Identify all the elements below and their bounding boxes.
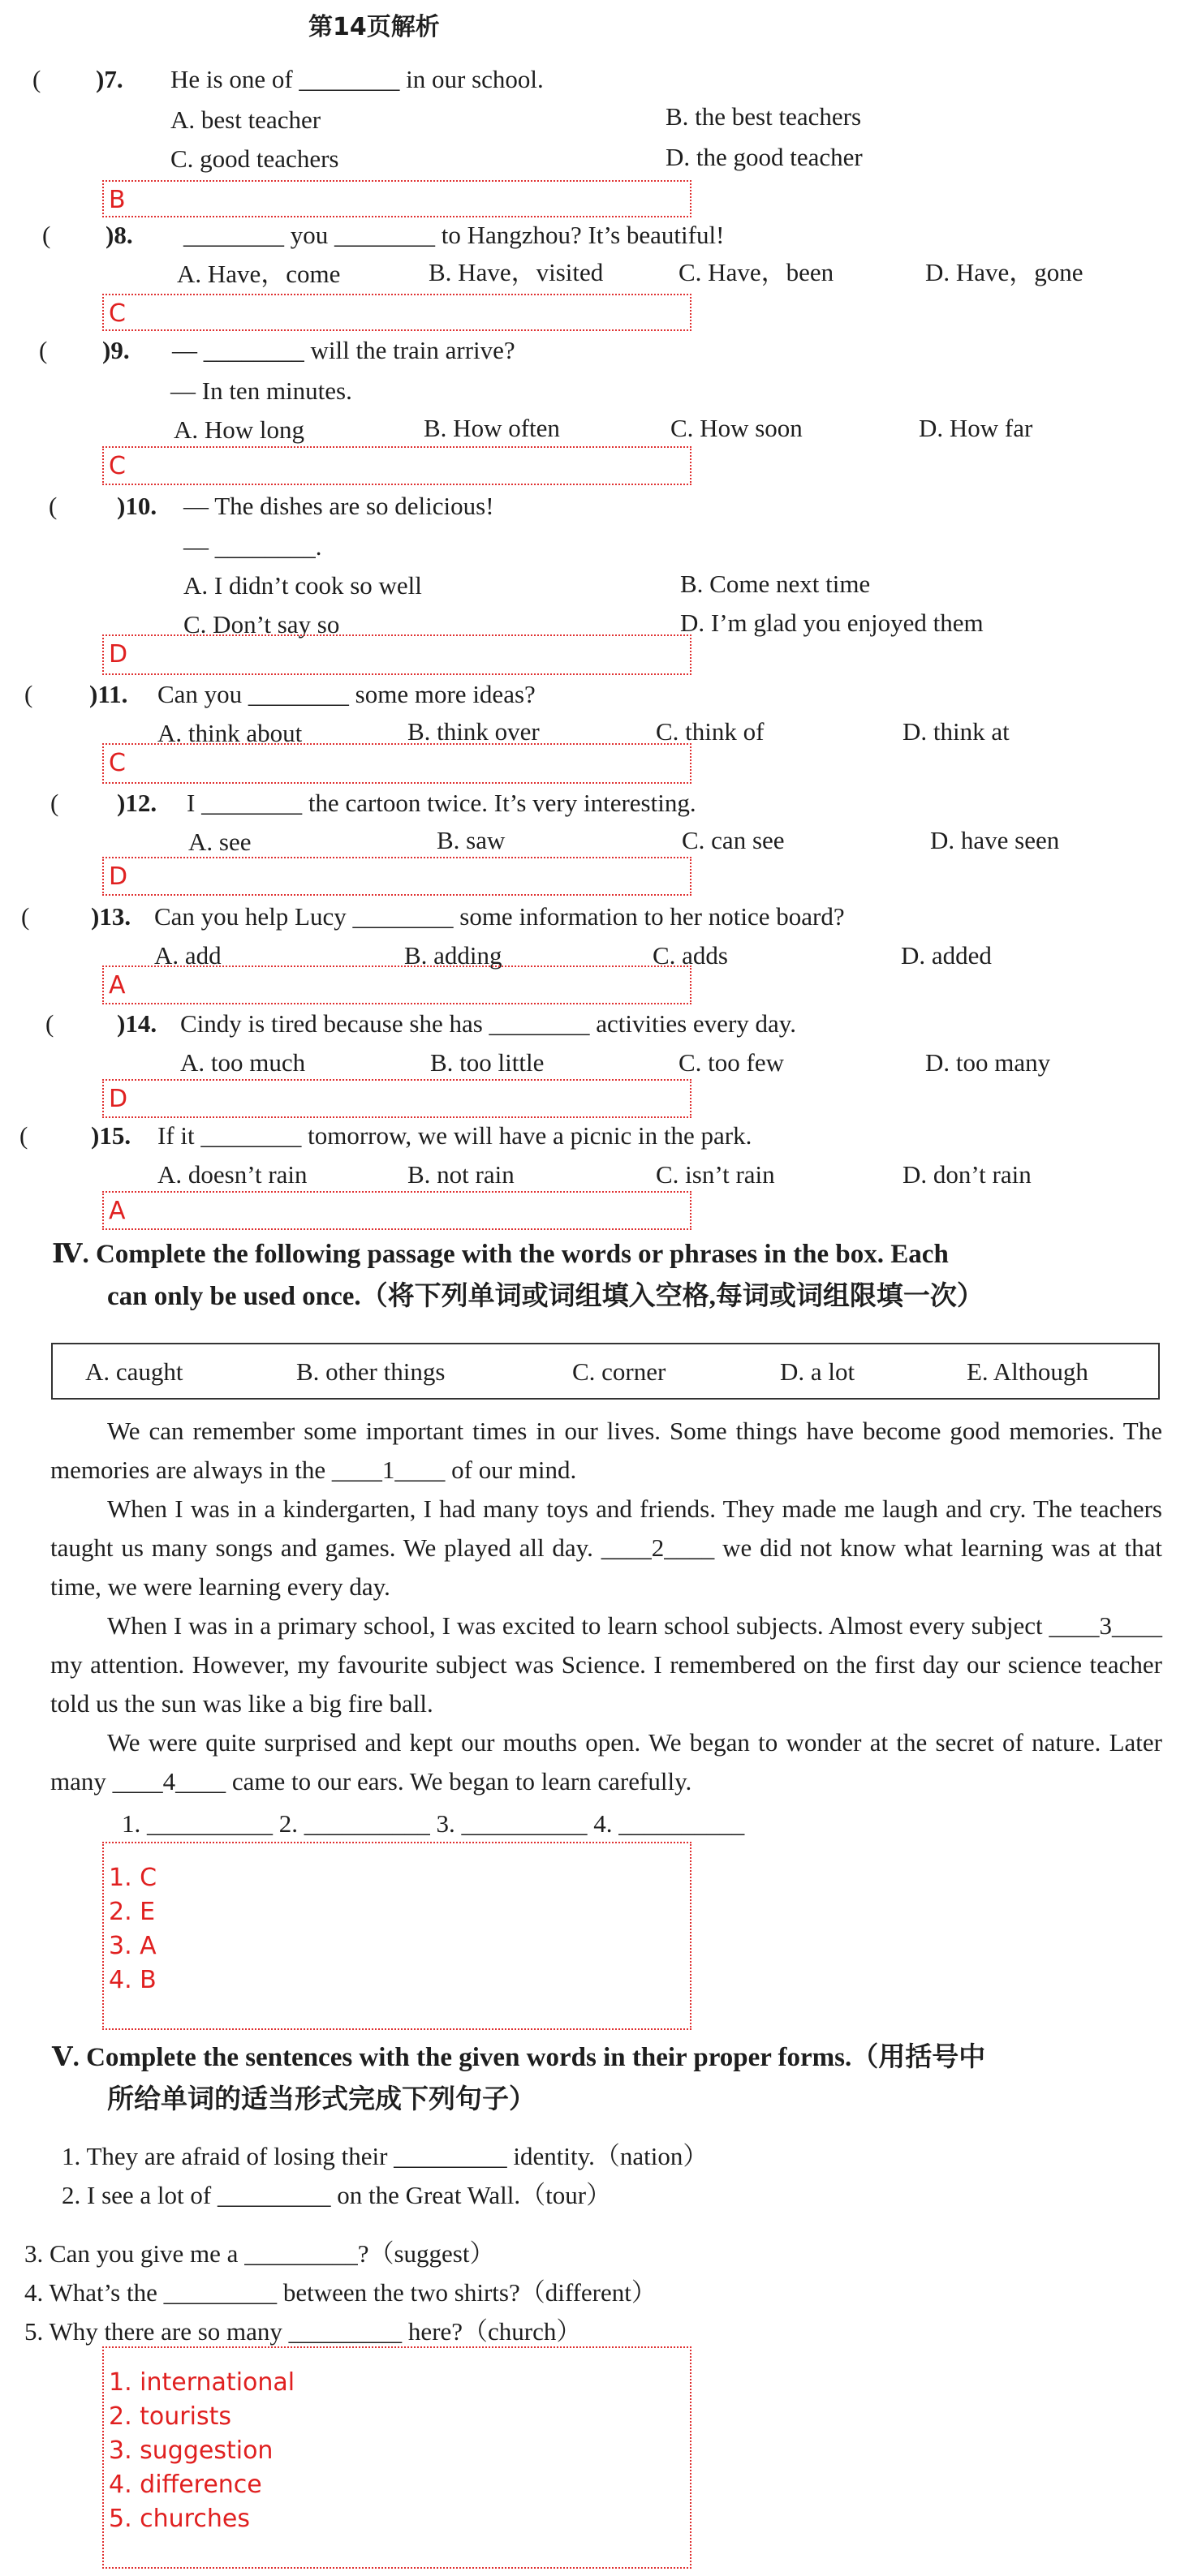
option-a: A. think about xyxy=(157,719,303,747)
word-box-item: A. caught xyxy=(85,1357,183,1386)
answer-box xyxy=(102,1191,691,1230)
question-paren: ( xyxy=(42,221,51,249)
question-stem: — The dishes are so delicious! xyxy=(183,492,494,520)
question-paren: ( xyxy=(49,492,58,520)
answer-text: A xyxy=(109,1197,126,1225)
question-number: )8. xyxy=(106,221,133,249)
question-stem-2: — In ten minutes. xyxy=(170,376,352,405)
passage-paragraph-4: We were quite surprised and kept our mouths open. We began to wonder at the secret of nature. Later many ____4____ came to our ears. We began to learn carefully. xyxy=(50,1728,1162,1795)
option-d: D. think at xyxy=(903,717,1010,746)
section-title-line-2: 所给单词的适当形式完成下列句子） xyxy=(107,2085,536,2114)
question-stem: Can you ________ some more ideas? xyxy=(157,680,536,708)
option-c: C. How soon xyxy=(670,414,803,442)
sentence-item: 5. Why there are so many _________ here?（church） xyxy=(24,2317,582,2346)
option-b: B. saw xyxy=(437,826,506,854)
option-d: D. don’t rain xyxy=(903,1160,1032,1189)
word-box-item: E. Although xyxy=(967,1357,1088,1386)
section-title-line-1: Ⅴ. Complete the sentences with the given words in their proper forms.（用括号中 xyxy=(52,2043,986,2072)
answer-line: 5. churches xyxy=(109,2505,250,2533)
option-b: B. too little xyxy=(430,1048,545,1077)
answer-line: 4. difference xyxy=(109,2471,262,2499)
question-stem: Cindy is tired because she has ________ activities every day. xyxy=(180,1009,797,1038)
sentence-item: 4. What’s the _________ between the two shirts?（different） xyxy=(24,2278,657,2307)
option-d: D. the good teacher xyxy=(666,143,863,171)
question-stem: — ________ will the train arrive? xyxy=(172,336,515,364)
option-c: C. can see xyxy=(682,826,785,854)
option-d: D. Have，gone xyxy=(925,258,1083,286)
answer-list xyxy=(109,1861,157,1998)
question-number: )7. xyxy=(96,65,123,93)
question-number: )12. xyxy=(117,789,157,817)
answer-text: D xyxy=(109,640,128,669)
answer-box xyxy=(102,294,691,331)
question-number: )10. xyxy=(117,492,157,520)
answer-box xyxy=(102,743,691,784)
passage-paragraph-1: We can remember some important times in our lives. Some things have become good memories. The memories are always in the ____1____ of our mind. xyxy=(50,1417,1162,1484)
option-a: A. doesn’t rain xyxy=(157,1160,308,1189)
option-b: B. Have，visited xyxy=(429,258,604,286)
option-c: C. isn’t rain xyxy=(656,1160,775,1189)
answer-box xyxy=(102,446,691,485)
option-c: C. too few xyxy=(679,1048,785,1077)
question-stem: He is one of ________ in our school. xyxy=(170,65,544,93)
answer-box xyxy=(102,857,691,896)
section-title-line-1: Ⅳ. Complete the following passage with the words or phrases in the box. Each xyxy=(52,1240,949,1269)
option-c: C. Have，been xyxy=(679,258,834,286)
answer-text: B xyxy=(109,186,126,214)
question-paren: ( xyxy=(32,65,41,93)
option-a: A. add xyxy=(154,941,222,970)
question-stem: Can you help Lucy ________ some information to her notice board? xyxy=(154,902,845,931)
answer-text: C xyxy=(109,749,126,777)
answer-text: C xyxy=(109,452,126,480)
option-a: A. best teacher xyxy=(170,105,321,134)
word-box-item: D. a lot xyxy=(780,1357,855,1386)
option-d: D. have seen xyxy=(930,826,1060,854)
question-number: )13. xyxy=(91,902,131,931)
question-paren: ( xyxy=(45,1009,54,1038)
question-paren: ( xyxy=(24,680,33,708)
answer-line: 3. A xyxy=(109,1932,157,1960)
question-number: )11. xyxy=(89,680,128,708)
option-b: B. the best teachers xyxy=(666,102,862,131)
answer-text: D xyxy=(109,1085,128,1113)
question-stem: ________ you ________ to Hangzhou? It’s beautiful! xyxy=(183,221,725,249)
answer-line: 4. B xyxy=(109,1966,157,1994)
passage-paragraph-2: When I was in a kindergarten, I had many toys and friends. They made me laugh and cry. The teachers taught us many songs and games. We played all day. ____2____ we did not know what learning was at that time, we were learning every day. xyxy=(50,1494,1162,1601)
option-c: C. good teachers xyxy=(170,144,339,173)
answer-line: 1. international xyxy=(109,2368,295,2397)
option-b: B. adding xyxy=(404,941,502,970)
answer-box xyxy=(102,180,691,217)
answer-line: 2. E xyxy=(109,1898,156,1926)
section-title-line-2: can only be used once.（将下列单词或词组填入空格,每词或词组限填一次） xyxy=(107,1282,984,1311)
option-d: D. How far xyxy=(919,414,1033,442)
option-a: A. see xyxy=(188,828,252,856)
option-b: B. think over xyxy=(407,717,540,746)
option-c: C. Don’t say so xyxy=(183,610,340,639)
option-d: D. I’m glad you enjoyed them xyxy=(680,609,984,637)
question-number: )15. xyxy=(91,1121,131,1150)
question-paren: ( xyxy=(21,902,30,931)
answer-box xyxy=(102,1842,691,2030)
answer-box xyxy=(102,2346,691,2569)
question-stem: If it ________ tomorrow, we will have a picnic in the park. xyxy=(157,1121,752,1150)
option-a: A. I didn’t cook so well xyxy=(183,571,422,600)
sentence-item: 3. Can you give me a _________?（suggest） xyxy=(24,2239,495,2268)
answer-text: D xyxy=(109,862,128,891)
answer-blanks: 1. __________ 2. __________ 3. __________ 4. __________ xyxy=(122,1809,745,1838)
word-box-item: C. corner xyxy=(572,1357,666,1386)
answer-list xyxy=(109,2366,295,2536)
answer-text: C xyxy=(109,299,126,328)
question-paren: ( xyxy=(50,789,59,817)
word-box xyxy=(51,1343,1160,1400)
sentence-item: 1. They are afraid of losing their _________ identity.（nation） xyxy=(62,2142,709,2170)
option-d: D. added xyxy=(901,941,992,970)
option-a: A. Have，come xyxy=(177,260,341,288)
option-d: D. too many xyxy=(925,1048,1051,1077)
question-number: )9. xyxy=(102,336,130,364)
option-c: C. adds xyxy=(653,941,728,970)
option-a: A. How long xyxy=(174,415,305,444)
option-b: B. How often xyxy=(424,414,560,442)
passage-paragraph-3: When I was in a primary school, I was excited to learn school subjects. Almost every subject ____3____ my attention. However, my favourite subject was Science. I remembered on the first day our science teacher told us the sun was like a big fire ball. xyxy=(50,1611,1162,1718)
question-paren: ( xyxy=(39,336,48,364)
option-b: B. not rain xyxy=(407,1160,515,1189)
question-stem-2: — ________. xyxy=(183,532,322,561)
question-paren: ( xyxy=(19,1121,28,1150)
question-number: )14. xyxy=(117,1009,157,1038)
question-stem: I ________ the cartoon twice. It’s very interesting. xyxy=(187,789,696,817)
option-a: A. too much xyxy=(180,1048,306,1077)
answer-box xyxy=(102,634,691,675)
page-title: 第14页解析 xyxy=(308,13,440,41)
option-c: C. think of xyxy=(656,717,765,746)
answer-line: 3. suggestion xyxy=(109,2436,274,2465)
answer-box xyxy=(102,965,691,1004)
answer-line: 1. C xyxy=(109,1864,157,1892)
option-b: B. Come next time xyxy=(680,570,871,598)
sentence-item: 2. I see a lot of _________ on the Great Wall.（tour） xyxy=(62,2181,612,2209)
word-box-item: B. other things xyxy=(296,1357,446,1386)
answer-line: 2. tourists xyxy=(109,2402,231,2431)
answer-text: A xyxy=(109,971,126,1000)
answer-box xyxy=(102,1079,691,1118)
